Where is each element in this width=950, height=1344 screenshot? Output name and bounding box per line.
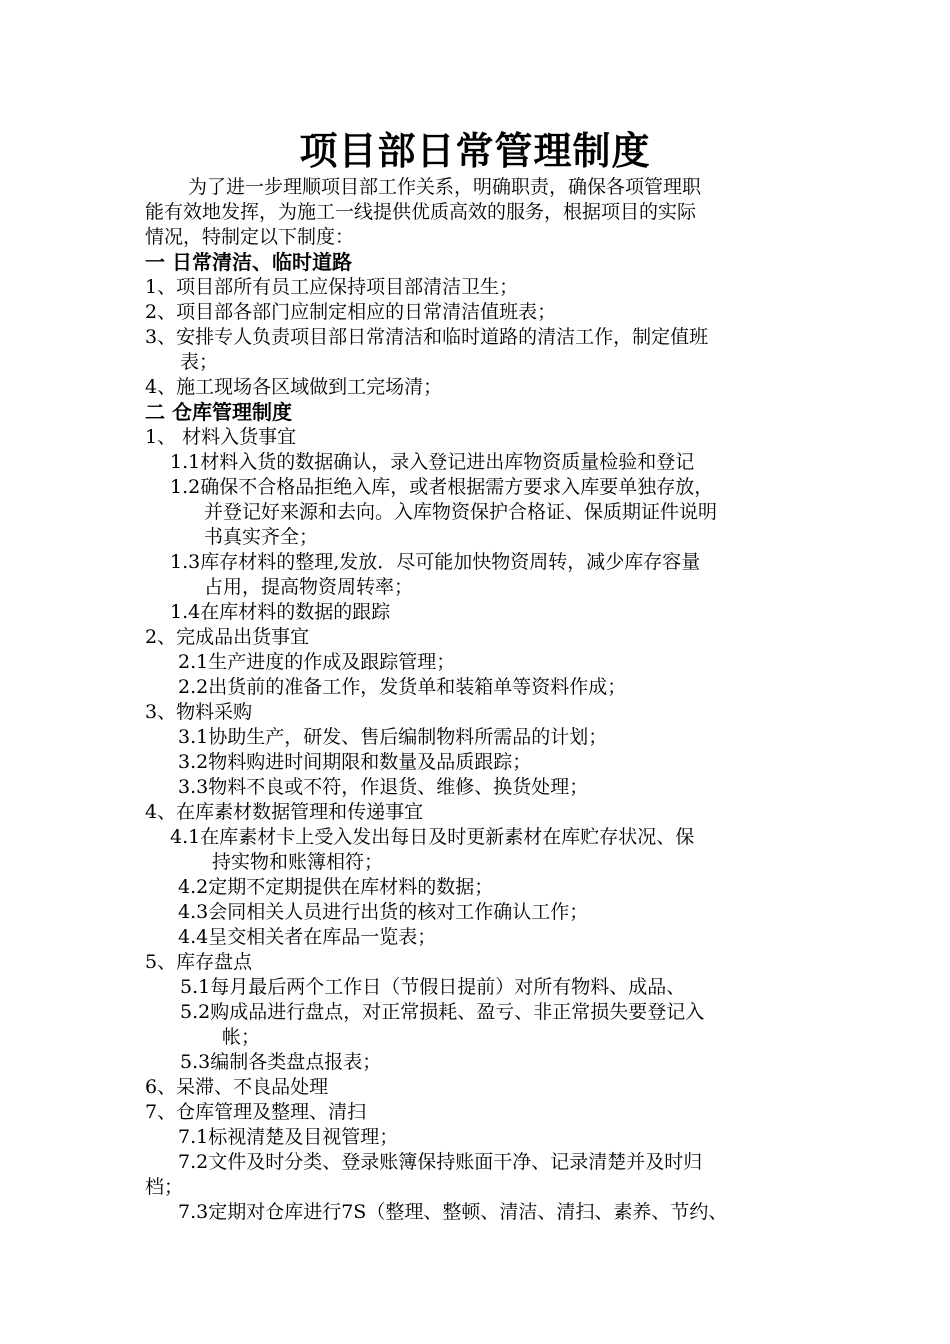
section-heading-1: 一 日常清洁、临时道路 xyxy=(145,250,352,274)
sub-item: 1.2确保不合格品拒绝入库，或者根据需方要求入库要单独存放， xyxy=(170,476,714,498)
sub-item: 7.2文件及时分类、登录账簿保持账面干净、记录清楚并及时归 xyxy=(178,1151,703,1173)
sub-item: 1.3库存材料的整理,发放．尽可能加快物资周转，减少库存容量 xyxy=(170,551,701,573)
sub-item: 7.1标视清楚及目视管理； xyxy=(178,1126,399,1148)
sub-item: 3.1协助生产，研发、售后编制物料所需品的计划； xyxy=(178,726,608,748)
sub-item: 4.2定期不定期提供在库材料的数据； xyxy=(178,876,494,898)
sub-item-continuation: 并登记好来源和去向。入库物资保护合格证、保质期证件说明 xyxy=(204,501,718,523)
list-item: 4、施工现场各区域做到工完场清； xyxy=(145,376,443,398)
list-item: 5、库存盘点 xyxy=(145,951,253,973)
list-item: 3、安排专人负责项目部日常清洁和临时道路的清洁工作，制定值班 xyxy=(145,326,709,348)
list-item: 1、 材料入货事宜 xyxy=(145,426,297,448)
list-item: 3、物料采购 xyxy=(145,701,253,723)
sub-item: 4.3会同相关人员进行出货的核对工作确认工作； xyxy=(178,901,589,923)
sub-item: 3.3物料不良或不符，作退货、维修、换货处理； xyxy=(178,776,589,798)
sub-item: 3.2物料购进时间期限和数量及品质跟踪； xyxy=(178,751,532,773)
sub-item-continuation: 持实物和账簿相符； xyxy=(212,851,384,873)
intro-line-3: 情况，特制定以下制度： xyxy=(145,226,355,248)
sub-item-continuation: 占用，提高物资周转率； xyxy=(204,576,414,598)
sub-item: 4.4呈交相关者在库品一览表； xyxy=(178,926,437,948)
sub-item: 1.4在库材料的数据的跟踪 xyxy=(170,601,391,623)
intro-line-2: 能有效地发挥，为施工一线提供优质高效的服务，根据项目的实际 xyxy=(145,201,697,223)
sub-item: 7.3定期对仓库进行7S（整理、整顿、清洁、清扫、素养、节约、 xyxy=(178,1201,728,1223)
sub-item-continuation: 档； xyxy=(145,1176,184,1198)
sub-item: 4.1在库素材卡上受入发出每日及时更新素材在库贮存状况、保 xyxy=(170,826,695,848)
sub-item-continuation: 帐； xyxy=(222,1026,261,1048)
list-item: 2、完成品出货事宜 xyxy=(145,626,310,648)
sub-item: 2.1生产进度的作成及跟踪管理； xyxy=(178,651,456,673)
list-item: 2、项目部各部门应制定相应的日常清洁值班表； xyxy=(145,301,557,323)
list-item-continuation: 表； xyxy=(180,351,219,373)
list-item: 6、呆滞、不良品处理 xyxy=(145,1076,329,1098)
sub-item: 2.2出货前的准备工作，发货单和装箱单等资料作成； xyxy=(178,676,627,698)
document-title: 项目部日常管理制度 xyxy=(299,129,651,173)
sub-item: 5.2购成品进行盘点，对正常损耗、盈亏、非正常损失要登记入 xyxy=(180,1001,705,1023)
list-item: 4、在库素材数据管理和传递事宜 xyxy=(145,801,424,823)
intro-line-1: 为了进一步理顺项目部工作关系，明确职责，确保各项管理职 xyxy=(188,176,702,198)
sub-item: 1.1材料入货的数据确认，录入登记进出库物资质量检验和登记 xyxy=(170,451,695,473)
sub-item: 5.3编制各类盘点报表； xyxy=(180,1051,382,1073)
sub-item-continuation: 书真实齐全； xyxy=(204,526,319,548)
section-heading-2: 二 仓库管理制度 xyxy=(145,400,292,424)
list-item: 7、仓库管理及整理、清扫 xyxy=(145,1101,367,1123)
sub-item: 5.1每月最后两个工作日（节假日提前）对所有物料、成品、 xyxy=(180,976,686,998)
list-item: 1、项目部所有员工应保持项目部清洁卫生； xyxy=(145,276,519,298)
